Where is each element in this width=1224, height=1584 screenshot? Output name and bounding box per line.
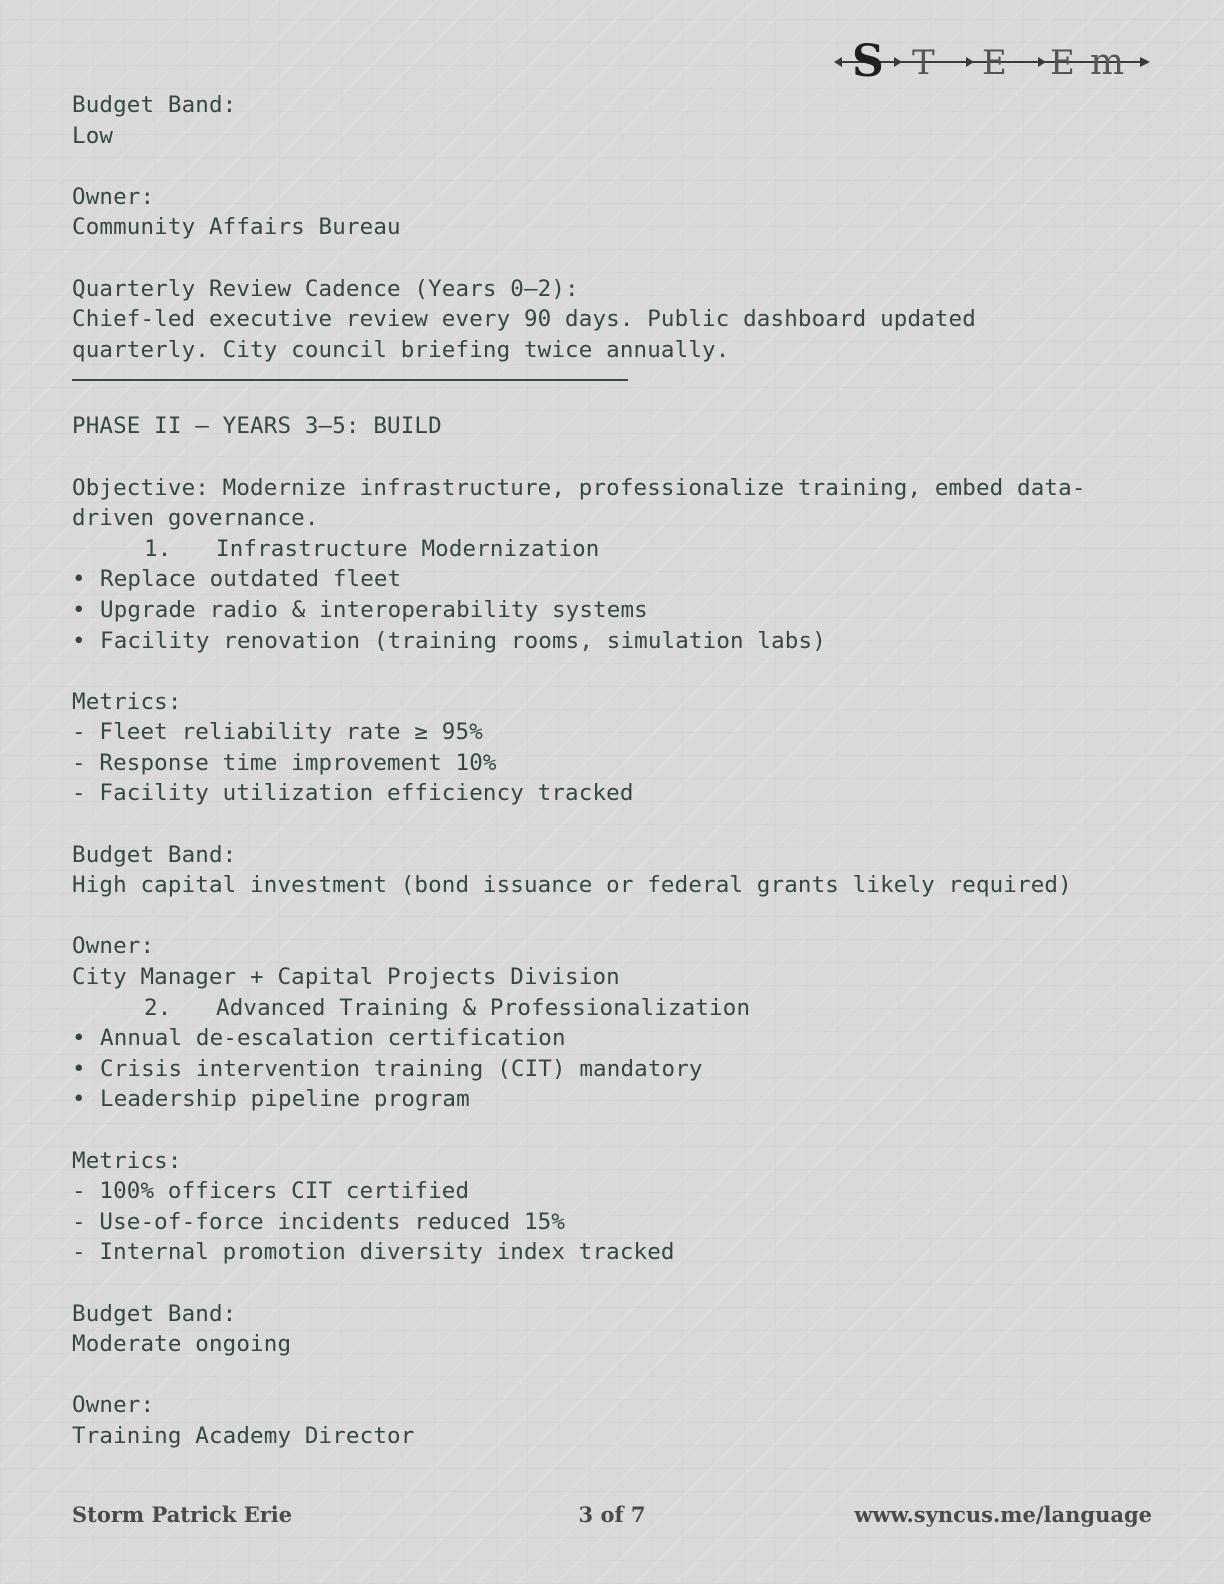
page-footer	[72, 1502, 1152, 1532]
metric-item: - Facility utilization efficiency tracked	[72, 780, 634, 807]
cadence-text-line: Chief-led executive review every 90 days. Public dashboard updated	[72, 306, 976, 333]
steem-logo-letter-e1: E	[982, 43, 1007, 83]
phase-heading: PHASE II — YEARS 3–5: BUILD	[72, 413, 442, 440]
metric-item: - Response time improvement 10%	[72, 749, 497, 776]
objective-line: Objective: Modernize infrastructure, professionalize training, embed data-	[72, 474, 1086, 501]
owner-label: Owner:	[72, 933, 155, 960]
budget-band-label: Budget Band:	[72, 1300, 237, 1327]
item-title: Infrastructure Modernization	[216, 535, 600, 562]
metric-item: - Internal promotion diversity index tracked	[72, 1239, 675, 1266]
budget-band-value: High capital investment (bond issuance or federal grants likely required)	[72, 872, 1072, 899]
footer-page-number: 3 of 7	[578, 1502, 646, 1527]
section-divider	[72, 379, 628, 381]
steem-logo-letter-e2: E	[1050, 43, 1075, 83]
bullet-icon: •	[72, 1025, 86, 1052]
bullet-icon: •	[72, 596, 86, 623]
metric-item: - Fleet reliability rate ≥ 95%	[72, 719, 483, 746]
metric-item: - Use-of-force incidents reduced 15%	[72, 1208, 566, 1235]
list-item	[72, 595, 1152, 626]
numbered-item-training	[72, 993, 1152, 1024]
owner-label: Owner:	[72, 1392, 155, 1419]
item-number: 1.	[144, 535, 172, 562]
bullet-text: Facility renovation (training rooms, simulation labs)	[100, 627, 826, 654]
document-body	[72, 90, 1152, 1452]
owner-label: Owner:	[72, 183, 155, 210]
steem-logo-letter-m: m	[1090, 42, 1125, 83]
budget-band-value: Low	[72, 122, 114, 149]
bullet-text: Annual de-escalation certification	[100, 1025, 566, 1052]
metrics-label: Metrics:	[72, 688, 182, 715]
bullet-icon: •	[72, 627, 86, 654]
footer-url[interactable]: www.syncus.me/language	[854, 1502, 1152, 1527]
metrics-label: Metrics:	[72, 1147, 182, 1174]
list-item	[72, 626, 1152, 657]
numbered-item-infrastructure	[72, 534, 1152, 565]
footer-author: Storm Patrick Erie	[72, 1502, 293, 1527]
steem-logo-letter-s: S	[852, 36, 884, 87]
cadence-text-line: quarterly. City council briefing twice annually.	[72, 336, 730, 363]
owner-value: Community Affairs Bureau	[72, 214, 401, 241]
bullet-text: Replace outdated fleet	[100, 566, 402, 593]
list-item	[72, 564, 1152, 595]
list-item	[72, 1054, 1152, 1085]
budget-band-label: Budget Band:	[72, 841, 237, 868]
bullet-icon: •	[72, 566, 86, 593]
bullet-text: Upgrade radio & interoperability systems	[100, 596, 648, 623]
bullet-icon: •	[72, 1055, 86, 1082]
bullet-icon: •	[72, 1086, 86, 1113]
steem-logo-letter-t: T	[912, 43, 935, 83]
item-number: 2.	[144, 994, 172, 1021]
cadence-label: Quarterly Review Cadence (Years 0–2):	[72, 275, 579, 302]
list-item	[72, 1023, 1152, 1054]
bullet-text: Crisis intervention training (CIT) mandatory	[100, 1055, 703, 1082]
budget-band-value: Moderate ongoing	[72, 1331, 292, 1358]
metric-item: - 100% officers CIT certified	[72, 1178, 470, 1205]
owner-value: Training Academy Director	[72, 1422, 415, 1449]
bullet-text: Leadership pipeline program	[100, 1086, 470, 1113]
steem-logo	[832, 32, 1152, 88]
owner-value: City Manager + Capital Projects Division	[72, 964, 620, 991]
budget-band-label: Budget Band:	[72, 92, 237, 118]
list-item	[72, 1084, 1152, 1115]
objective-line: driven governance.	[72, 505, 319, 532]
item-title: Advanced Training & Professionalization	[216, 994, 751, 1021]
